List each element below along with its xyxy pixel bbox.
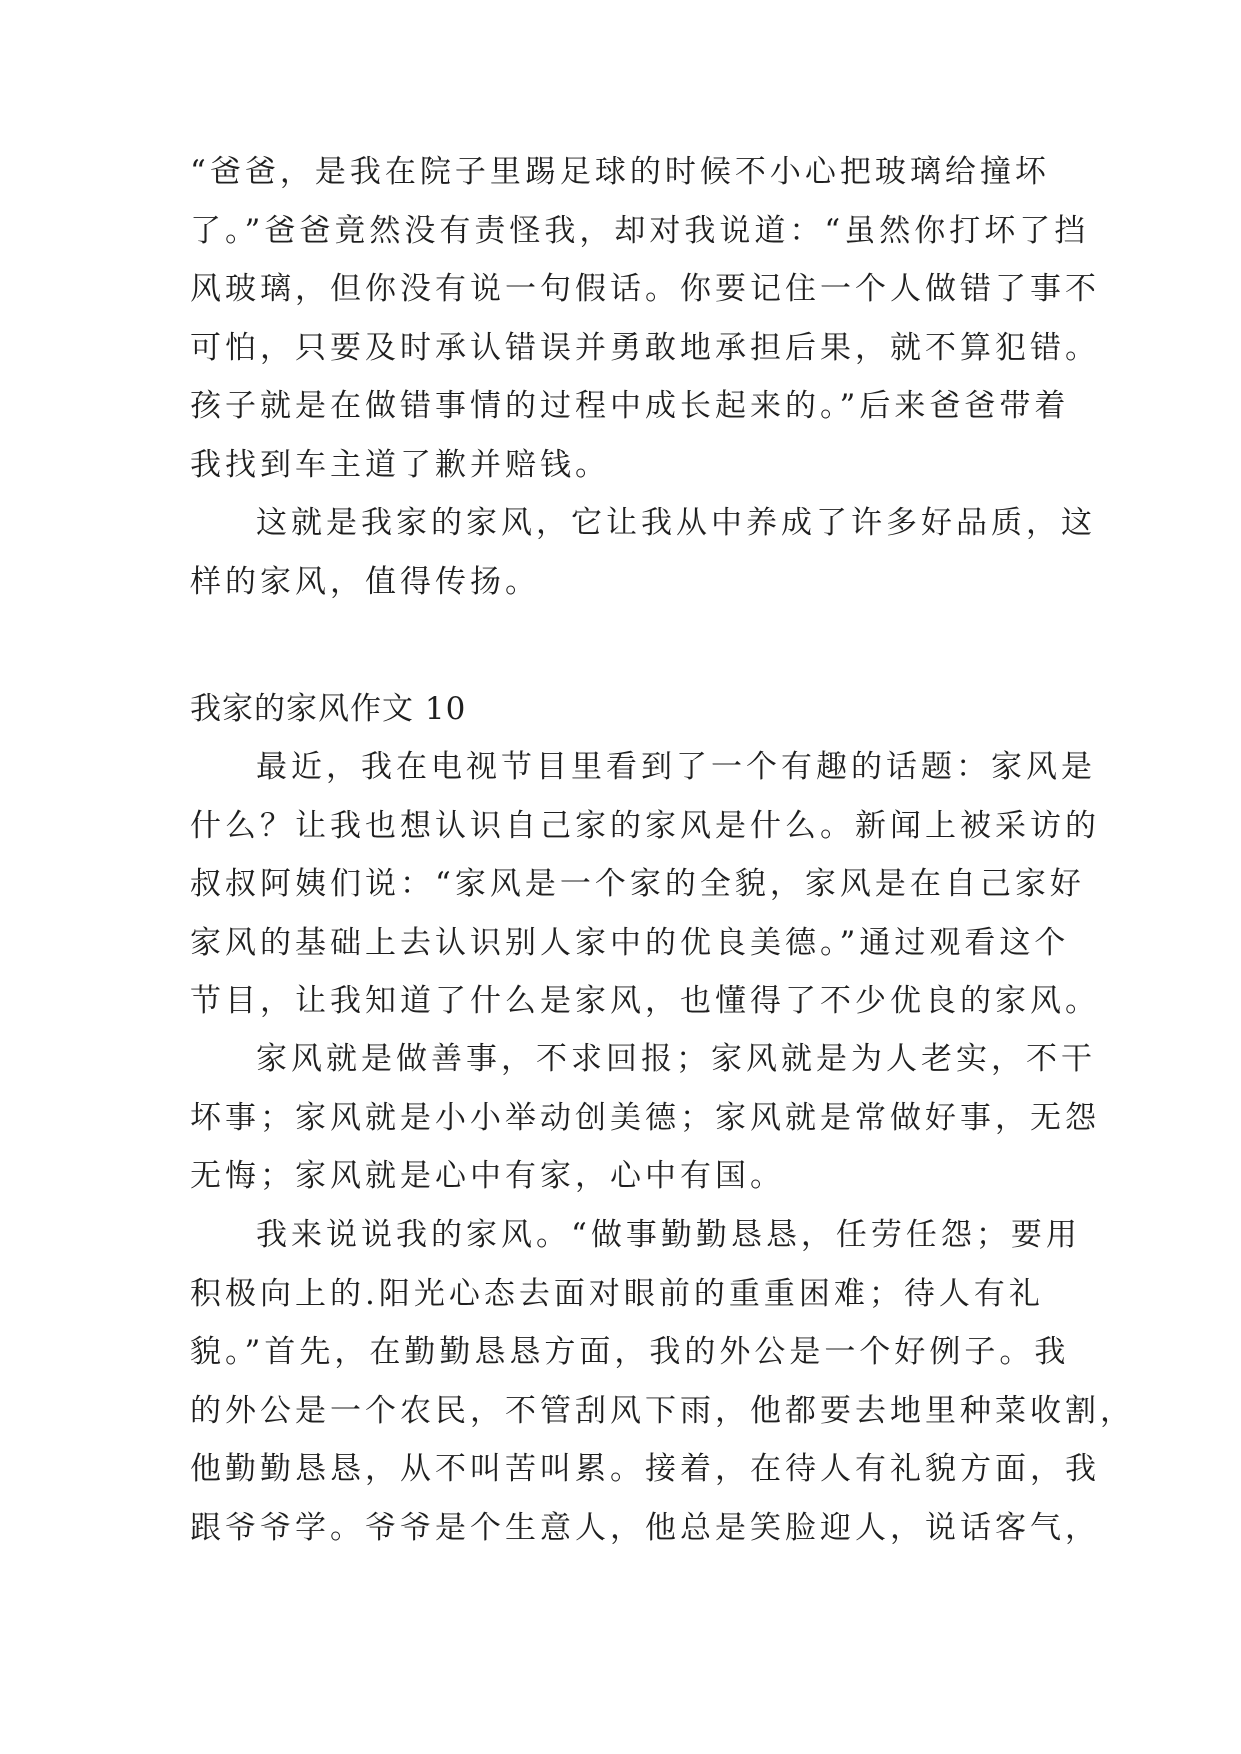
text-line: 家风就是做善事，不求回报；家风就是为人老实，不干 — [256, 1041, 1096, 1077]
text-line: 可怕，只要及时承认错误并勇敢地承担后果，就不算犯错。 — [190, 329, 1100, 366]
text-line: 积极向上的.阳光心态去面对眼前的重重困难；待人有礼 — [190, 1275, 1044, 1312]
text-line: 我找到车主道了歉并赔钱。 — [190, 446, 610, 483]
continued-paragraph — [190, 143, 1100, 494]
essay-section — [190, 680, 1050, 739]
text-line: 最近，我在电视节目里看到了一个有趣的话题：家风是 — [256, 749, 1096, 785]
text-line: 貌。”首先，在勤勤恳恳方面，我的外公是一个好例子。我 — [190, 1334, 1070, 1370]
text-line: 坏事；家风就是小小举动创美德；家风就是常做好事，无怨 — [190, 1099, 1100, 1136]
text-line: 无悔；家风就是心中有家，心中有国。 — [190, 1158, 785, 1194]
text-line: 孩子就是在做错事情的过程中成长起来的。”后来爸爸带着 — [190, 388, 1070, 424]
closing-paragraph — [190, 494, 1096, 611]
essay-paragraph-3 — [190, 1206, 1135, 1557]
text-line: 我来说说我的家风。“做事勤勤恳恳，任劳任怨；要用 — [256, 1217, 1081, 1253]
text-line: 这就是我家的家风，它让我从中养成了许多好品质，这 — [256, 505, 1096, 541]
text-line: 跟爷爷学。爷爷是个生意人，他总是笑脸迎人，说话客气， — [190, 1509, 1100, 1546]
essay-paragraph-1 — [190, 738, 1100, 1031]
text-line: 什么？让我也想认识自己家的家风是什么。新闻上被采访的 — [190, 807, 1100, 844]
text-line: 风玻璃，但你没有说一句假话。你要记住一个人做错了事不 — [190, 271, 1100, 307]
text-line: “爸爸，是我在院子里踢足球的时候不小心把玻璃给撞坏 — [190, 154, 1050, 190]
text-line: 了。”爸爸竟然没有责怪我，却对我说道：“虽然你打坏了挡 — [190, 212, 1090, 249]
text-line: 节目，让我知道了什么是家风，也懂得了不少优良的家风。 — [190, 983, 1100, 1019]
section-heading: 我家的家风作文 10 — [190, 691, 467, 727]
text-line: 家风的基础上去认识别人家中的优良美德。”通过观看这个 — [190, 924, 1070, 961]
text-line: 的外公是一个农民，不管刮风下雨，他都要去地里种菜收割， — [190, 1392, 1135, 1429]
text-line: 样的家风，值得传扬。 — [190, 563, 540, 600]
text-line: 他勤勤恳恳，从不叫苦叫累。接着，在待人有礼貌方面，我 — [190, 1451, 1100, 1487]
text-line: 叔叔阿姨们说：“家风是一个家的全貌，家风是在自己家好 — [190, 866, 1085, 902]
essay-paragraph-2 — [190, 1030, 1100, 1206]
